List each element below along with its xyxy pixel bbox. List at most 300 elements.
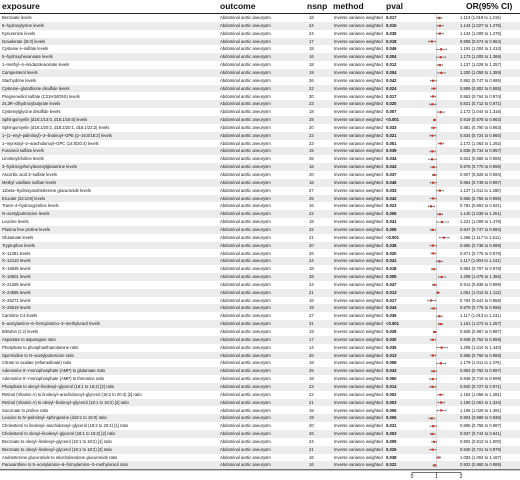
cell-nsnp: 25 — [309, 368, 314, 374]
cell-nsnp: 16 — [309, 54, 314, 60]
cell-exposure: Phosphate to phosphoethanolamine ratio — [2, 344, 79, 350]
cell-outcome: Abdominal aortic aneurysm — [220, 172, 271, 177]
cell-exposure: Pregnenediol sulfate (C21H34O5S) levels — [2, 93, 80, 99]
cell-method: Inverse variance weighted — [334, 344, 383, 350]
cell-pval: 0.034 — [386, 156, 397, 162]
cell-nsnp: 15 — [309, 407, 314, 413]
cell-nsnp: 26 — [309, 431, 314, 437]
cell-exposure: Sphingomyelin (d18:1/14:0, d16:1/16:0) levels — [2, 117, 88, 123]
cell-outcome: Abdominal aortic aneurysm — [220, 242, 271, 248]
cell-outcome: Abdominal aortic aneurysm — [220, 109, 271, 115]
cell-pval: 0.037 — [386, 172, 397, 177]
cell-exposure: 5–acetylamino–6–formylamino–3–methyluracil levels — [2, 321, 100, 327]
cell-or-text: 0.871 (0.775 to 0.979) — [460, 250, 502, 256]
cell-pval: 0.009 — [386, 226, 397, 232]
cell-or-text: 1.191 (1.004 to 1.413) — [460, 46, 502, 52]
cell-method: Inverse variance weighted — [334, 336, 383, 342]
cell-or-text: 0.862 (0.747 to 0.995) — [460, 77, 502, 83]
cell-nsnp: 18 — [309, 179, 314, 185]
cell-nsnp: 16 — [309, 203, 314, 209]
cell-nsnp: 20 — [309, 124, 314, 130]
cell-exposure: Ascorbic acid 3–sulfate levels — [2, 172, 57, 177]
cell-or-text: 0.925 (0.867 to 0.987) — [460, 329, 502, 334]
cell-exposure: Adenosine 5'–monophosphate (AMP) to threonine ratio — [2, 376, 105, 382]
header-method: method — [333, 1, 364, 11]
cell-or-text: 1.137 (1.028 to 1.257) — [460, 62, 502, 68]
cell-method: Inverse variance weighted — [334, 234, 383, 240]
cell-exposure: X–16935 levels — [2, 266, 31, 272]
cell-nsnp: 24 — [309, 281, 314, 287]
cell-pval: 0.043 — [386, 368, 397, 374]
cell-outcome: Abdominal aortic aneurysm — [220, 179, 271, 185]
cell-pval: 0.039 — [386, 148, 397, 154]
cell-method: Inverse variance weighted — [334, 438, 383, 444]
cell-exposure: Erucate (22:1n9) levels — [2, 195, 46, 201]
cell-pval: 0.035 — [386, 30, 397, 36]
cell-pval: 0.006 — [386, 211, 397, 217]
cell-nsnp: 31 — [309, 321, 314, 327]
cell-method: Inverse variance weighted — [334, 423, 383, 429]
cell-nsnp: 19 — [309, 329, 314, 334]
cell-pval: 0.050 — [386, 376, 397, 382]
cell-exposure: Campesterol levels — [2, 69, 38, 75]
cell-method: Inverse variance weighted — [334, 203, 383, 209]
cell-outcome: Abdominal aortic aneurysm — [220, 234, 271, 240]
cell-nsnp: 21 — [309, 399, 314, 405]
cell-outcome: Abdominal aortic aneurysm — [220, 281, 271, 287]
cell-method: Inverse variance weighted — [334, 226, 383, 232]
cell-nsnp: 16 — [309, 454, 314, 460]
cell-or-text: 1.140 (1.039 to 1.251) — [460, 211, 502, 217]
cell-or-text: 1.221 (1.008 to 1.478) — [460, 219, 502, 225]
cell-outcome: Abdominal aortic aneurysm — [220, 399, 271, 405]
cell-exposure: Furaneol sulfate levels — [2, 148, 44, 154]
cell-nsnp: 21 — [309, 289, 314, 295]
cell-outcome: Abdominal aortic aneurysm — [220, 289, 271, 295]
cell-nsnp: 22 — [309, 132, 314, 138]
x-tick-label: 0 — [410, 474, 414, 480]
cell-outcome: Abdominal aortic aneurysm — [220, 250, 271, 256]
cell-method: Inverse variance weighted — [334, 219, 383, 225]
cell-or-text: 1.179 (1.011 to 1.375) — [460, 360, 501, 366]
cell-or-text: 0.834 (0.724 to 0.960) — [460, 132, 502, 138]
cell-exposure: Trans–4–hydroxyproline levels — [2, 203, 59, 209]
cell-or-text: 0.883 (0.797 to 0.979) — [460, 266, 502, 272]
cell-or-text: 0.806 (0.674 to 0.964) — [460, 38, 502, 44]
cell-pval: 0.043 — [386, 164, 397, 170]
cell-pval: 0.038 — [386, 242, 397, 248]
cell-pval: 0.046 — [386, 179, 397, 185]
cell-exposure: Isovalerate (i5:0) levels — [2, 38, 46, 44]
cell-method: Inverse variance weighted — [334, 156, 383, 162]
cell-exposure: Bilirubin (z,z) levels — [2, 329, 39, 334]
cell-exposure: Citrate to oxalate (ethanedioate) ratio — [2, 360, 72, 366]
cell-pval: 0.004 — [386, 54, 397, 60]
cell-nsnp: 18 — [309, 46, 314, 52]
cell-method: Inverse variance weighted — [334, 454, 383, 460]
cell-nsnp: 18 — [309, 15, 314, 20]
cell-pval: 0.024 — [386, 85, 397, 91]
cell-method: Inverse variance weighted — [334, 124, 383, 130]
cell-exposure: Cysteinylglycine disulfide levels — [2, 109, 61, 115]
cell-exposure: 5–hydroxylysine levels — [2, 22, 44, 28]
cell-exposure: Benzoate to oleoyl–linoleoyl–glycerol (18:1 to 18:2) [2] ratio — [2, 446, 112, 452]
cell-method: Inverse variance weighted — [334, 313, 383, 319]
cell-pval: 0.017 — [386, 15, 397, 20]
cell-nsnp: 21 — [309, 234, 314, 240]
cell-nsnp: 18 — [309, 219, 314, 225]
cell-nsnp: 24 — [309, 30, 314, 36]
cell-nsnp: 24 — [309, 258, 314, 264]
cell-pval: 0.031 — [386, 423, 397, 429]
cell-method: Inverse variance weighted — [334, 446, 383, 452]
cell-pval: 0.042 — [386, 77, 397, 83]
cell-method: Inverse variance weighted — [334, 462, 383, 468]
cell-exposure: 5–hydroxyhexanoate levels — [2, 54, 53, 60]
cell-exposure: Benzoate levels — [2, 15, 32, 20]
cell-nsnp: 21 — [309, 446, 314, 452]
cell-nsnp: 23 — [309, 140, 314, 146]
cell-outcome: Abdominal aortic aneurysm — [220, 226, 271, 232]
cell-outcome: Abdominal aortic aneurysm — [220, 438, 271, 444]
cell-outcome: Abdominal aortic aneurysm — [220, 117, 271, 123]
cell-nsnp: 23 — [309, 101, 314, 107]
cell-or-text: 0.922 (0.860 to 0.989) — [460, 462, 502, 468]
cell-or-text: 1.134 (1.009 to 1.275) — [460, 30, 502, 36]
cell-pval: 0.035 — [386, 344, 397, 350]
cell-outcome: Abdominal aortic aneurysm — [220, 211, 271, 217]
cell-or-text: 0.866 (0.755 to 0.995) — [460, 195, 502, 201]
cell-outcome: Abdominal aortic aneurysm — [220, 38, 271, 44]
cell-method: Inverse variance weighted — [334, 132, 383, 138]
cell-nsnp: 16 — [309, 297, 314, 303]
cell-exposure: Phosphate to oleoyl–linoleoyl–glycerol (18:1 to 18:2) [2] ratio — [2, 383, 115, 389]
cell-pval: 0.002 — [386, 391, 397, 397]
cell-or-text: 0.784 (0.641 to 0.958) — [460, 297, 502, 303]
cell-nsnp: 37 — [309, 313, 314, 319]
cell-method: Inverse variance weighted — [334, 187, 383, 193]
cell-pval: 0.017 — [386, 297, 397, 303]
cell-nsnp: 20 — [309, 242, 314, 248]
cell-exposure: X–25519 levels — [2, 305, 31, 311]
cell-outcome: Abdominal aortic aneurysm — [220, 352, 271, 358]
cell-method: Inverse variance weighted — [334, 77, 383, 83]
cell-or-text: 1.083 (1.004 to 1.167) — [460, 454, 502, 460]
cell-or-text: 0.913 (0.835 to 0.999) — [460, 281, 502, 287]
cell-method: Inverse variance weighted — [334, 368, 383, 374]
cell-nsnp: 32 — [309, 226, 314, 232]
cell-or-text: 0.840 (0.721 to 0.979) — [460, 446, 502, 452]
cell-nsnp: 20 — [309, 423, 314, 429]
cell-outcome: Abdominal aortic aneurysm — [220, 69, 271, 75]
cell-outcome: Abdominal aortic aneurysm — [220, 203, 271, 209]
cell-method: Inverse variance weighted — [334, 30, 383, 36]
cell-exposure: Glutamate levels — [2, 234, 34, 240]
cell-pval: 0.006 — [386, 415, 397, 421]
cell-or-text: 1.113 (1.019 to 1.215) — [460, 15, 501, 20]
cell-outcome: Abdominal aortic aneurysm — [220, 266, 271, 272]
cell-method: Inverse variance weighted — [334, 93, 383, 99]
cell-outcome: Abdominal aortic aneurysm — [220, 368, 271, 374]
cell-outcome: Abdominal aortic aneurysm — [220, 391, 271, 397]
cell-pval: 0.022 — [386, 462, 397, 468]
cell-or-text: 0.848 (0.752 to 0.959) — [460, 336, 502, 342]
cell-pval: 0.030 — [386, 336, 397, 342]
cell-method: Inverse variance weighted — [334, 250, 383, 256]
header-nsnp: nsnp — [307, 1, 328, 11]
cell-pval: 0.036 — [386, 313, 397, 319]
cell-method: Inverse variance weighted — [334, 242, 383, 248]
cell-pval: 0.023 — [386, 203, 397, 209]
cell-method: Inverse variance weighted — [334, 391, 383, 397]
cell-method: Inverse variance weighted — [334, 22, 383, 28]
cell-exposure: Sphingomyelin (d18:1/20:2, d18:2/20:1, d16:1/22:2) levels — [2, 124, 110, 130]
cell-method: Inverse variance weighted — [334, 140, 383, 146]
cell-method: Inverse variance weighted — [334, 172, 383, 177]
cell-or-text: 1.137 (1.011 to 1.280) — [460, 187, 501, 193]
cell-or-text: 0.821 (0.685 to 0.985) — [460, 156, 502, 162]
cell-or-text: 1.117 (1.004 to 1.241) — [460, 258, 501, 264]
cell-exposure: Stachydrine levels — [2, 77, 36, 83]
cell-nsnp: 14 — [309, 344, 314, 350]
cell-pval: 0.041 — [386, 258, 397, 264]
cell-pval: 0.044 — [386, 305, 397, 311]
cell-exposure: 2s,3R–dihydroxybutyrate levels — [2, 101, 61, 107]
header-outcome: outcome — [220, 1, 256, 11]
cell-outcome: Abdominal aortic aneurysm — [220, 30, 271, 36]
cell-method: Inverse variance weighted — [334, 101, 383, 107]
cell-exposure: Leucine to N–palmitoyl–sphingosine (d18:1 to 16:0) ratio — [2, 415, 107, 421]
cell-method: Inverse variance weighted — [334, 211, 383, 217]
cell-outcome: Abdominal aortic aneurysm — [220, 219, 271, 225]
cell-or-text: 1.296 (1.117 to 1.511) — [460, 234, 501, 240]
cell-or-text: 1.164 (1.058 to 1.281) — [460, 391, 502, 397]
cell-or-text: 0.848 (0.719 to 0.999) — [460, 376, 502, 382]
cell-or-text: 1.208 (1.014 to 1.440) — [460, 344, 502, 350]
cell-or-text: 0.919 (0.878 to 0.963) — [460, 117, 502, 123]
cell-exposure: X–11381 levels — [2, 250, 31, 256]
cell-exposure: Spermidine to N–acetylputrescine ratio — [2, 352, 74, 358]
cell-exposure: X–18601 levels — [2, 274, 31, 280]
cell-outcome: Abdominal aortic aneurysm — [220, 274, 271, 280]
cell-exposure: Linoleoylcholine levels — [2, 156, 44, 162]
cell-method: Inverse variance weighted — [334, 46, 383, 52]
cell-nsnp: 18 — [309, 360, 314, 366]
cell-nsnp: 26 — [309, 352, 314, 358]
cell-or-text: 1.200 (1.059 to 1.359) — [460, 69, 502, 75]
cell-outcome: Abdominal aortic aneurysm — [220, 415, 271, 421]
cell-outcome: Abdominal aortic aneurysm — [220, 360, 271, 366]
cell-pval: 0.017 — [386, 93, 397, 99]
cell-outcome: Abdominal aortic aneurysm — [220, 164, 271, 170]
cell-or-text: 0.804 (0.689 to 0.938) — [460, 415, 502, 421]
cell-outcome: Abdominal aortic aneurysm — [220, 85, 271, 91]
cell-pval: 0.041 — [386, 219, 397, 225]
cell-method: Inverse variance weighted — [334, 179, 383, 185]
cell-outcome: Abdominal aortic aneurysm — [220, 344, 271, 350]
cell-exposure: Cysteine s–sulfate levels — [2, 46, 49, 52]
x-tick-label: 2 — [459, 474, 463, 480]
cell-outcome: Abdominal aortic aneurysm — [220, 140, 271, 146]
cell-nsnp: 17 — [309, 336, 314, 342]
cell-pval: 0.018 — [386, 38, 397, 44]
cell-or-text: 1.173 (1.005 to 1.369) — [460, 54, 502, 60]
x-tick-label: 1 — [435, 474, 438, 480]
cell-exposure: Kynurenine levels — [2, 30, 36, 36]
cell-exposure: Methyl vanillate sulfate levels — [2, 179, 57, 185]
cell-pval: 0.015 — [386, 22, 397, 28]
cell-nsnp: 20 — [309, 172, 314, 177]
cell-exposure: Paraxanthine to 5–acetylamino–6–formylamino–3–methyluracil ratio — [2, 462, 128, 468]
cell-pval: 0.038 — [386, 454, 397, 460]
cell-nsnp: 18 — [309, 164, 314, 170]
cell-method: Inverse variance weighted — [334, 195, 383, 201]
cell-pval: 0.021 — [386, 132, 397, 138]
cell-nsnp: 24 — [309, 22, 314, 28]
cell-pval: 0.020 — [386, 250, 397, 256]
cell-nsnp: 19 — [309, 69, 314, 75]
cell-pval: <0.001 — [386, 321, 399, 327]
cell-outcome: Abdominal aortic aneurysm — [220, 77, 271, 83]
cell-nsnp: 15 — [309, 148, 314, 154]
cell-or-text: 1.161 (1.073 to 1.257) — [460, 321, 502, 327]
cell-pval: 0.006 — [386, 407, 397, 413]
cell-or-text: 0.836 (0.734 to 0.957) — [460, 148, 502, 154]
cell-outcome: Abdominal aortic aneurysm — [220, 462, 271, 468]
cell-or-text: 1.208 (1.075 to 1.356) — [460, 274, 502, 280]
cell-nsnp: 22 — [309, 391, 314, 397]
cell-method: Inverse variance weighted — [334, 383, 383, 389]
cell-nsnp: 22 — [309, 211, 314, 217]
cell-pval: <0.001 — [386, 234, 399, 240]
cell-method: Inverse variance weighted — [334, 54, 383, 60]
cell-nsnp: 18 — [309, 109, 314, 115]
cell-or-text: 0.889 (0.802 to 0.985) — [460, 85, 502, 91]
cell-exposure: 1–methyl–4–imidazoleacetate levels — [2, 62, 70, 68]
cell-outcome: Abdominal aortic aneurysm — [220, 336, 271, 342]
cell-exposure: X–12410 levels — [2, 258, 31, 264]
cell-nsnp: 26 — [309, 250, 314, 256]
cell-exposure: Leucine levels — [2, 219, 29, 225]
cell-method: Inverse variance weighted — [334, 62, 383, 68]
cell-or-text: 1.061 (1.013 to 1.113) — [460, 289, 501, 295]
cell-pval: 0.003 — [386, 431, 397, 437]
cell-exposure: Tryptophan levels — [2, 242, 35, 248]
cell-outcome: Abdominal aortic aneurysm — [220, 156, 271, 162]
cell-pval: 0.013 — [386, 289, 397, 295]
cell-nsnp: 18 — [309, 376, 314, 382]
cell-pval: 0.005 — [386, 274, 397, 280]
cell-method: Inverse variance weighted — [334, 85, 383, 91]
cell-method: Inverse variance weighted — [334, 360, 383, 366]
cell-outcome: Abdominal aortic aneurysm — [220, 454, 271, 460]
cell-pval: 0.018 — [386, 266, 397, 272]
cell-or-text: 0.831 (0.712 to 0.971) — [460, 101, 502, 107]
cell-method: Inverse variance weighted — [334, 274, 383, 280]
cell-exposure: Carnitine C4 levels — [2, 313, 38, 319]
cell-pval: 0.028 — [386, 329, 397, 334]
cell-pval: <0.001 — [386, 117, 399, 123]
cell-nsnp: 22 — [309, 85, 314, 91]
cell-exposure: X–24585 levels — [2, 289, 31, 295]
cell-method: Inverse variance weighted — [334, 148, 383, 154]
cell-exposure: 1–(1–enyl–palmitoyl)–2–linoleoyl–GPE (p–16:0/18:2) levels — [2, 132, 112, 138]
cell-exposure: Cysteine–glutathione disulfide levels — [2, 85, 70, 91]
cell-method: Inverse variance weighted — [334, 399, 383, 405]
cell-exposure: Cholesterol to oleoyl–linoleoyl–glycerol (18:1 to 18:2) [2] ratio — [2, 431, 116, 437]
cell-outcome: Abdominal aortic aneurysm — [220, 431, 271, 437]
cell-or-text: 1.117 (1.013 to 1.231) — [460, 313, 501, 319]
cell-or-text: 1.144 (1.027 to 1.275) — [460, 22, 502, 28]
cell-method: Inverse variance weighted — [334, 109, 383, 115]
cell-outcome: Abdominal aortic aneurysm — [220, 195, 271, 201]
cell-outcome: Abdominal aortic aneurysm — [220, 15, 271, 20]
cell-pval: 0.012 — [386, 62, 397, 68]
cell-exposure: 1–myristoyl–2–arachidonoyl–GPC (14:0/20:4) levels — [2, 140, 99, 146]
cell-exposure: Retinol (Vitamin A) to oleoyl–linoleoyl–glycerol (18:1 to 18:2) [2] ratio — [2, 399, 129, 405]
cell-nsnp: 27 — [309, 187, 314, 193]
cell-outcome: Abdominal aortic aneurysm — [220, 148, 271, 154]
cell-outcome: Abdominal aortic aneurysm — [220, 446, 271, 452]
cell-pval: 0.009 — [386, 438, 397, 444]
cell-or-text: 1.172 (1.044 to 1.316) — [460, 109, 502, 115]
cell-exposure: Androsterone glucuronide to etiocholanolone glucuronide ratio — [2, 454, 118, 460]
cell-outcome: Abdominal aortic aneurysm — [220, 22, 271, 28]
cell-nsnp: 26 — [309, 77, 314, 83]
cell-method: Inverse variance weighted — [334, 297, 383, 303]
cell-method: Inverse variance weighted — [334, 415, 383, 421]
cell-nsnp: 30 — [309, 93, 314, 99]
cell-method: Inverse variance weighted — [334, 352, 383, 358]
cell-nsnp: 18 — [309, 266, 314, 272]
cell-method: Inverse variance weighted — [334, 38, 383, 44]
cell-pval: 0.033 — [386, 187, 397, 193]
cell-outcome: Abdominal aortic aneurysm — [220, 383, 271, 389]
cell-outcome: Abdominal aortic aneurysm — [220, 62, 271, 68]
header-or-ci: OR(95% CI) — [466, 1, 513, 11]
cell-pval: 0.047 — [386, 281, 397, 287]
cell-method: Inverse variance weighted — [334, 69, 383, 75]
cell-exposure: Adenosine 5'–monophosphate (AMP) to glutamate ratio — [2, 368, 105, 374]
cell-or-text: 0.847 (0.747 to 0.960) — [460, 226, 502, 232]
cell-exposure: X–25271 levels — [2, 297, 31, 303]
cell-exposure: Plasma free proline levels — [2, 226, 50, 232]
cell-exposure: Aspartate to asparagine ratio — [2, 336, 56, 342]
cell-or-text: 1.196 (1.029 to 1.391) — [460, 407, 502, 413]
cell-nsnp: 17 — [309, 38, 314, 44]
cell-exposure: Benzoate to oleoyl–linoleoyl–glycerol (18:1 to 18:2) [1] ratio — [2, 438, 112, 444]
cell-outcome: Abdominal aortic aneurysm — [220, 93, 271, 99]
cell-or-text: 0.879 (0.775 to 0.996) — [460, 305, 502, 311]
cell-or-text: 0.840 (0.727 to 0.971) — [460, 383, 502, 389]
cell-outcome: Abdominal aortic aneurysm — [220, 321, 271, 327]
cell-exposure: Succinate to proline ratio — [2, 407, 49, 413]
cell-pval: 0.007 — [386, 109, 397, 115]
cell-method: Inverse variance weighted — [334, 305, 383, 311]
cell-method: Inverse variance weighted — [334, 321, 383, 327]
cell-outcome: Abdominal aortic aneurysm — [220, 46, 271, 52]
cell-pval: 0.001 — [386, 140, 397, 146]
cell-outcome: Abdominal aortic aneurysm — [220, 54, 271, 60]
cell-outcome: Abdominal aortic aneurysm — [220, 297, 271, 303]
cell-pval: 0.014 — [386, 383, 397, 389]
cell-or-text: 0.883 (0.782 to 0.997) — [460, 368, 502, 374]
cell-method: Inverse variance weighted — [334, 407, 383, 413]
cell-nsnp: 25 — [309, 195, 314, 201]
cell-method: Inverse variance weighted — [334, 431, 383, 437]
cell-outcome: Abdominal aortic aneurysm — [220, 329, 271, 334]
cell-pval: 0.020 — [386, 101, 397, 107]
